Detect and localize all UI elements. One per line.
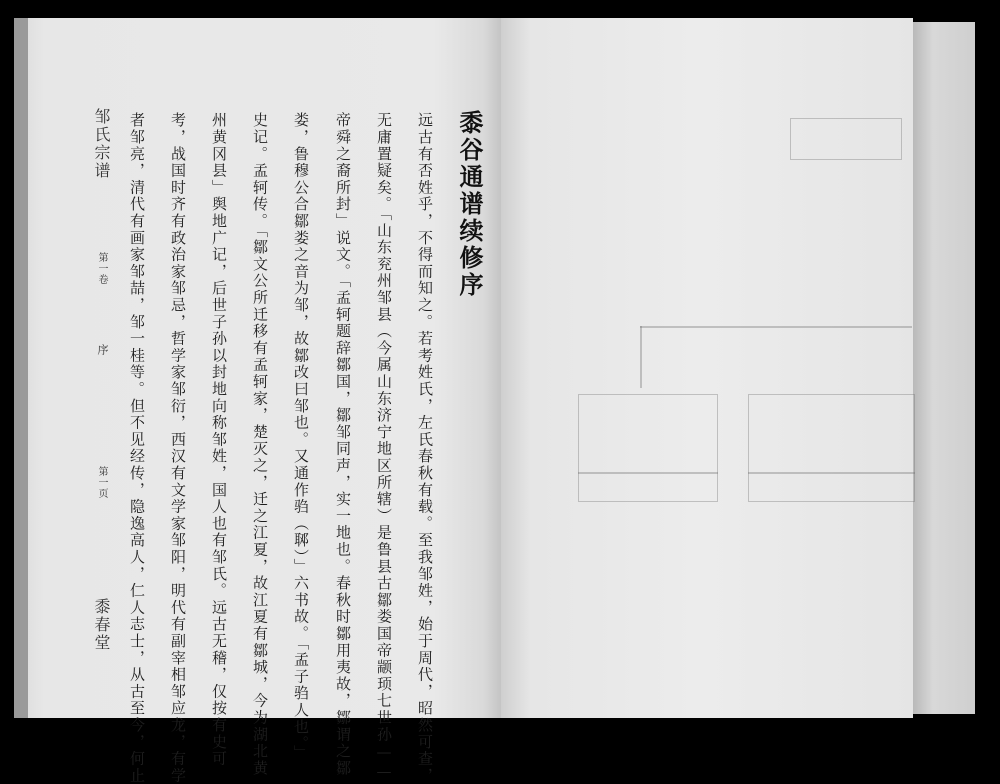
page-title: 黍谷通谱续修序 xyxy=(455,110,484,299)
page-number: 第一页 xyxy=(96,466,107,499)
hall-name: 黍春堂 xyxy=(92,598,111,652)
section-label: 序 xyxy=(96,344,109,355)
ghost-line-divider xyxy=(578,472,718,474)
ghost-box-right xyxy=(748,394,915,502)
text-column: 无庸置疑矣。「山东兖州邹县（今属山东济宁地区所辖）是鲁县古鄒娄国帝颛顼七世孙—— xyxy=(375,112,393,783)
text-column: 帝舜之裔所封」说文。「孟轲题辞鄒国，鄒邹同声，实一地也。春秋时鄒用夷故，鄒谓之鄒 xyxy=(334,112,352,777)
volume-label: 第一卷 xyxy=(96,252,107,285)
text-column: 考，战国时齐有政治家邹忌，哲学家邹衍，西汉有文学家邹阳，明代有副宰相邹应龙，有学 xyxy=(169,112,187,784)
ghost-box-top xyxy=(790,118,902,160)
ghost-box-left xyxy=(578,394,718,502)
book-spine-edge xyxy=(14,18,28,718)
ghost-line-vertical xyxy=(640,326,642,388)
text-column: 史记。孟轲传。「鄒文公所迁移有孟轲家，楚灭之，迁之江夏，故江夏有鄒城，今为湖北黄 xyxy=(251,112,269,777)
foldout-page-edge xyxy=(913,22,975,714)
text-column: 者邹亮，清代有画家邹喆，邹一桂等。但不见经传，隐逸高人，仁人志士，从古至今，何止 xyxy=(128,112,146,784)
text-column: 远古有否姓乎，不得而知之。若考姓氏，左氏春秋有载。至我邹姓，始于周代，昭然可查， xyxy=(416,112,434,784)
ghost-line-horizontal xyxy=(640,326,912,328)
text-column: 州黄冈县」舆地广记，后世子孙以封地向称邹姓，国人也有邹氏。远古无稽，仅按有史可 xyxy=(210,112,228,768)
text-column: 娄，鲁穆公合鄒娄之音为邹，故鄒改曰邹也。又通作驺（郰）」六书故。「孟子驺人也。」 xyxy=(292,112,310,762)
ghost-line-divider-2 xyxy=(748,472,915,474)
book-title: 邹氏宗谱 xyxy=(92,108,111,180)
